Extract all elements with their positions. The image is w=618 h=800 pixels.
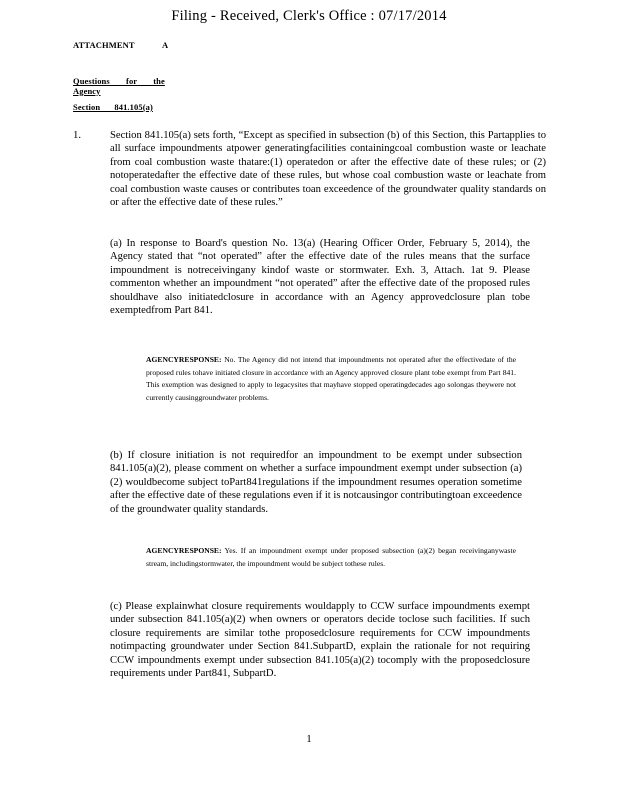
item1-paragraph: Section 841.105(a) sets forth, “Except as specified in subsection (b) of this Section, this Partapplies to all surface impoundments atpower generatingfacilities containingcoal combustion waste or leachate from coal combustion waste thatare:(1) operatedon or after the effective date of these rules; or (2) notoperatedafter the effective date of these rules, but whose coal combustion waste or leachate from coal combustion waste causes or contributes toan exceedence of the groundwater quality standards on or after the effective date of these rules.” <box>110 130 546 209</box>
subsection-a-question: (a) In response to Board's question No. 13(a) (Hearing Officer Order, February 5, 2014), the Agency stated that “not operated” after the effective date of the rules means that the surface impoundment is notreceivingany kindof waste or stormwater. Exh. 3, Attach. 1at 9. Please commenton whether an impoundment “not operated” after the effective date of the proposed rules shouldhave also initiatedclosure in accordance with an Agency approvedclosure plan tobe exemptedfrom Part 841. <box>110 238 530 317</box>
response-label: AGENCYRESPONSE: <box>146 546 222 555</box>
subsection-c-question: (c) Please explainwhat closure requirements wouldapply to CCW surface impoundments exempt under subsection 841.105(a)(2) when owners or operators decide toclose such facilities. If such closure requirements are similar tothe proposedclosure requirements for CCW impoundments notimpacting groundwater under Section 841.SubpartD, explain the rationale for not requiring CCW impoundments exempt under subsection 841.105(a)(2) tocomply with the proposedclosure requirements under Part841, SubpartD. <box>110 601 530 680</box>
page-number: 1 <box>306 733 312 745</box>
subsection-b-question: (b) If closure initiation is not requiredfor an impoundment to be exempt under subsection 841.105(a)(2), please comment on whether a surface impoundment exempt under subsection (a)(2) wouldbecome subject toPart841regulations if the impoundment resumes operation sometime after the effective date of these regulations even if it is notcausingor contributingtoan exceedence of the groundwater quality standards. <box>110 450 522 515</box>
subsection-a-response <box>146 354 516 404</box>
attachment-letter: A <box>162 40 169 50</box>
filing-header: Filing - Received, Clerk's Office : 07/17/2014 <box>171 8 447 24</box>
response-text: Yes. If an impoundment exempt under proposed subsection (a)(2) began receivinganywaste stream, includingstormwater, the impoundment would be subject tothese rules. <box>146 546 516 568</box>
section-heading: Section 841.105(a) <box>73 102 153 112</box>
attachment-label: ATTACHMENT <box>73 40 135 50</box>
response-text: No. The Agency did not intend that impoundments not operated after the effectivedate of the proposed rules tohave initiated closure in accordance with an Agency approved closure plant tobe exempt from Part 841. This exemption was designed to apply to legacysites that mayhave stopped operatingdecades ago solongas theywere not currently causinggroundwater problems. <box>146 355 516 402</box>
response-label: AGENCYRESPONSE: <box>146 355 222 364</box>
questions-heading: Questions for the Agency <box>73 76 165 96</box>
item-number: 1. <box>73 129 82 141</box>
subsection-b-response <box>146 545 516 570</box>
